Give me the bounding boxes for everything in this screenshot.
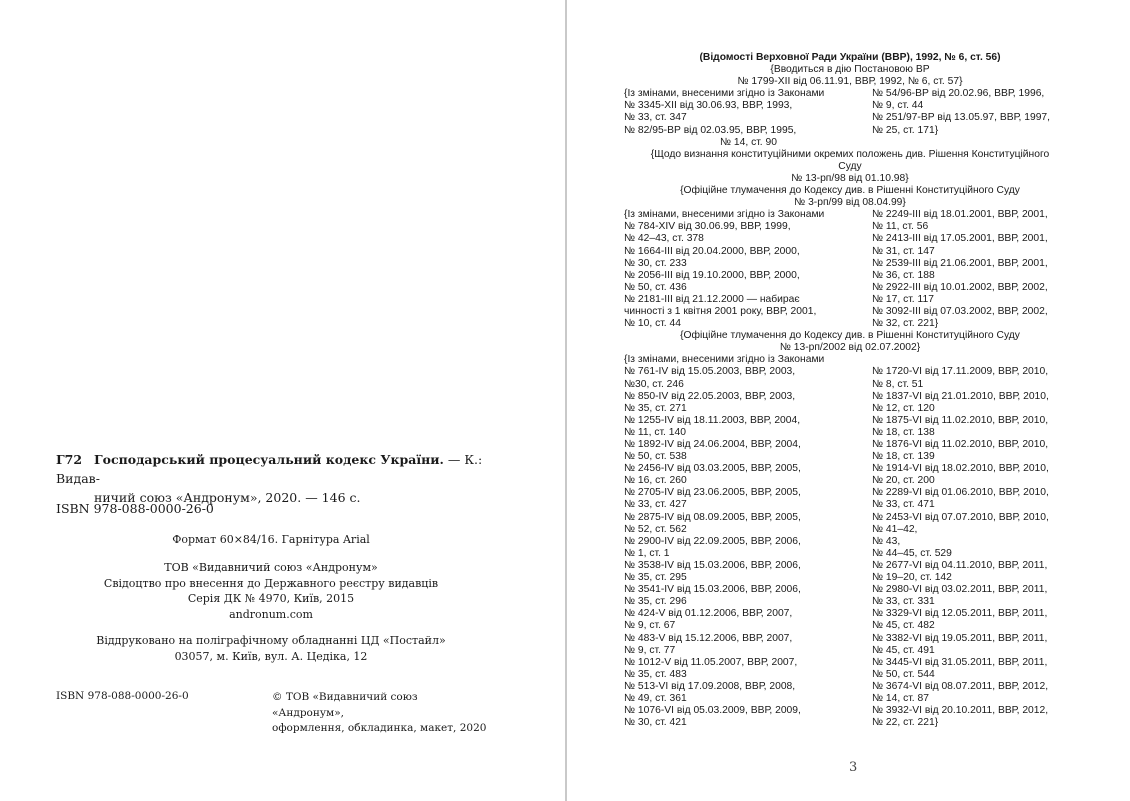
catalog-line-1 [56, 450, 496, 488]
catalog-code: Г72 [56, 452, 83, 467]
amendment-line: № 2900-IV від 22.09.2005, ВВР, 2006, [624, 535, 801, 547]
amendment-line: № 1837-VI від 21.01.2010, ВВР, 2010, [872, 390, 1049, 402]
amendment-line: № 20, ст. 200 [872, 475, 935, 487]
note-line: {Щодо визнання конституційними окремих положень див. Рішення Конституційного [650, 148, 1050, 160]
amendment-line: № 1076-VI від 05.03.2009, ВВР, 2009, [624, 705, 801, 717]
note-line: {Офіційне тлумачення до Кодексу див. в Рішенні Конституційного Суду [680, 185, 1020, 197]
copyright-line: оформлення, обкладинка, макет, 2020 [272, 722, 487, 734]
amendment-line: № 2922-III від 10.01.2002, ВВР, 2002, [872, 281, 1048, 293]
amendment-line: № 52, ст. 562 [624, 523, 687, 535]
copyright-block [272, 690, 492, 737]
printer-block [56, 633, 486, 664]
amendment-line: {Із змінами, внесеними згідно із Законами [624, 88, 825, 100]
amendment-line: № 251/97-ВР від 13.05.97, ВВР, 1997, [872, 112, 1051, 124]
amendment-column-right [872, 209, 1076, 330]
amendment-line: № 3541-IV від 15.03.2006, ВВР, 2006, [624, 584, 801, 596]
amendment-line: № 50, ст. 436 [624, 281, 687, 293]
amendment-line: № 2677-VI від 04.11.2010, ВВР, 2011, [872, 559, 1048, 571]
amendment-line: № 8, ст. 51 [872, 378, 924, 390]
amendment-column-left [624, 88, 872, 136]
isbn-main: ISBN 978-088-0000-26-0 [56, 501, 214, 516]
amendment-line: № 3345-XII від 30.06.93, ВВР, 1993, [624, 100, 793, 112]
amendment-line: № 1876-VI від 11.02.2010, ВВР, 2010, [872, 439, 1049, 450]
note-line: № 3-рп/99 від 08.04.99} [794, 197, 906, 209]
catalog-line-2: ничий союз «Андронум», 2020. — 146 с. [94, 490, 361, 505]
amendment-column-right [872, 354, 1076, 729]
amendment-line: № 31, ст. 147 [872, 245, 935, 257]
amendment-line: № 9, ст. 77 [624, 644, 676, 656]
amendment-line: № 49, ст. 361 [624, 692, 687, 704]
amendment-line: № 9, ст. 67 [624, 620, 676, 632]
amendment-line: № 45, ст. 491 [872, 644, 935, 656]
amendment-line: №30, ст. 246 [624, 378, 684, 390]
amendment-line: № 18, ст. 139 [872, 451, 935, 463]
amendment-line: № 2056-III від 19.10.2000, ВВР, 2000, [624, 269, 800, 281]
book-spine [565, 0, 567, 801]
amendment-line: № 33, ст. 331 [872, 596, 935, 608]
amendment-line: № 1255-IV від 18.11.2003, ВВР, 2004, [624, 414, 801, 426]
amendment-line: № 2181-III від 21.12.2000 — набирає [624, 293, 800, 305]
amendment-line: № 2453-VI від 07.07.2010, ВВР, 2010, [872, 511, 1049, 523]
amendment-line: № 1012-V від 11.05.2007, ВВР, 2007, [624, 656, 798, 668]
amendment-line: № 82/95-ВР від 02.03.95, ВВР, 1995, [624, 124, 797, 136]
printer-line: Віддруковано на поліграфічному обладнанні ЦД «Постайл» [96, 634, 446, 647]
catalog-title: Господарський процесуальний кодекс України. [94, 452, 444, 467]
amendment-line: № 9, ст. 44 [872, 100, 924, 112]
note-line: № 13-рп/2002 від 02.07.2002} [779, 342, 921, 354]
amendment-line: № 3445-VI від 31.05.2011, ВВР, 2011, [872, 656, 1048, 668]
amendment-block-3 [624, 354, 1076, 729]
amendment-line: № 25, ст. 171} [872, 124, 939, 136]
amendment-line: № 3538-IV від 15.03.2006, ВВР, 2006, [624, 559, 801, 571]
amendment-line: № 761-IV від 15.05.2003, ВВР, 2003, [624, 366, 796, 378]
amendment-line: № 32, ст. 221} [872, 318, 939, 330]
amendment-line: № 54/96-ВР від 20.02.96, ВВР, 1996, [872, 88, 1045, 100]
amendment-line: № 16, ст. 260 [624, 475, 687, 487]
note-line: Суду [838, 160, 862, 172]
note-line: {Офіційне тлумачення до Кодексу див. в Рішенні Конституційного Суду [680, 330, 1020, 342]
publisher-line: Свідоцтво про внесення до Державного реєстру видавців [103, 576, 439, 590]
isbn-footer: ISBN 978-088-0000-26-0 [56, 690, 189, 702]
publisher-line: ТОВ «Видавничий союз «Андронум» [164, 561, 378, 574]
amendment-line: № 19–20, ст. 142 [872, 572, 952, 584]
amendment-line: чинності з 1 квітня 2001 року, ВВР, 2001, [624, 305, 817, 317]
amendment-line: № 2249-III від 18.01.2001, ВВР, 2001, [872, 209, 1048, 221]
amendment-column-left [624, 209, 872, 330]
amendment-line: № 17, ст. 117 [872, 293, 934, 305]
amendment-line: № 22, ст. 221} [872, 717, 939, 729]
amendment-column-left [624, 354, 872, 729]
copyright-line: © ТОВ «Видавничий союз «Андронум», [272, 691, 418, 719]
right-page [568, 0, 1130, 801]
amendment-line: № 12, ст. 120 [872, 402, 935, 414]
amendment-line: № 424-V від 01.12.2006, ВВР, 2007, [624, 608, 793, 620]
amendment-line: № 14, ст. 90 [720, 136, 777, 148]
note-line: № 13-рп/98 від 01.10.98} [791, 172, 909, 184]
catalog-entry [56, 450, 496, 507]
amendment-line: № 43, [872, 535, 901, 547]
amendment-line: № 3932-VI від 20.10.2011, ВВР, 2012, [872, 705, 1049, 717]
amendment-block-2 [624, 209, 1076, 330]
amendment-line: № 2289-VI від 01.06.2010, ВВР, 2010, [872, 487, 1049, 499]
printer-address: 03057, м. Київ, вул. А. Цедіка, 12 [174, 649, 368, 663]
amendment-line: № 30, ст. 421 [624, 717, 687, 729]
amendment-line: № 1875-VI від 11.02.2010, ВВР, 2010, [872, 414, 1049, 426]
amendment-line: № 3329-VI від 12.05.2011, ВВР, 2011, [872, 608, 1048, 620]
amendment-column-right [872, 88, 1076, 136]
amendment-block-1 [624, 88, 1076, 136]
header-line: № 1799-XII від 06.11.91, ВВР, 1992, № 6, ст. 57} [737, 76, 963, 88]
amendment-line: {Із змінами, внесеними згідно із Законами [624, 209, 825, 221]
publisher-website: andronum.com [229, 607, 313, 621]
amendment-line: № 3382-VI від 19.05.2011, ВВР, 2011, [872, 632, 1048, 644]
amendment-line: № 850-IV від 22.05.2003, ВВР, 2003, [624, 390, 796, 402]
amendment-line: № 1664-III від 20.04.2000, ВВР, 2000, [624, 245, 800, 257]
amendment-line: № 35, ст. 295 [624, 572, 687, 584]
amendment-line: № 33, ст. 347 [624, 112, 687, 124]
publisher-block [56, 560, 486, 622]
amendment-line: № 10, ст. 44 [624, 318, 681, 330]
amendment-line: № 1914-VI від 18.02.2010, ВВР, 2010, [872, 463, 1049, 475]
amendment-line: № 35, ст. 483 [624, 668, 687, 680]
amendment-line: № 50, ст. 538 [624, 451, 687, 463]
amendment-line: № 33, ст. 427 [624, 499, 687, 511]
amendment-line: № 1892-IV від 24.06.2004, ВВР, 2004, [624, 439, 801, 450]
amendment-line: № 18, ст. 138 [872, 426, 935, 438]
amendment-line: № 42–43, ст. 378 [624, 233, 704, 245]
page-number: 3 [849, 760, 858, 775]
amendment-line: № 33, ст. 471 [872, 499, 935, 511]
amendment-line: № 11, ст. 56 [872, 221, 929, 233]
amendment-line: № 2413-III від 17.05.2001, ВВР, 2001, [872, 233, 1048, 245]
format-line: Формат 60×84/16. Гарнітура Arial [172, 533, 370, 546]
amendment-line: № 2456-IV від 03.03.2005, ВВР, 2005, [624, 463, 801, 475]
amendment-line: № 1, ст. 1 [624, 547, 670, 559]
amendments-list [624, 52, 1076, 729]
amendment-line: № 3092-III від 07.03.2002, ВВР, 2002, [872, 305, 1048, 317]
amendment-line: № 30, ст. 233 [624, 257, 687, 269]
catalog-rest: — К.: Видав- [56, 452, 483, 486]
amendment-line: {Із змінами, внесеними згідно із Законами [624, 354, 825, 366]
amendment-line: № 2539-III від 21.06.2001, ВВР, 2001, [872, 257, 1048, 269]
amendment-line: № 1720-VI від 17.11.2009, ВВР, 2010, [872, 366, 1049, 378]
amendment-line: № 2980-VI від 03.02.2011, ВВР, 2011, [872, 584, 1048, 596]
amendment-line: № 483-V від 15.12.2006, ВВР, 2007, [624, 632, 793, 644]
amendment-line: № 35, ст. 296 [624, 596, 687, 608]
amendment-line: № 50, ст. 544 [872, 668, 935, 680]
amendment-line: № 2705-IV від 23.06.2005, ВВР, 2005, [624, 487, 801, 499]
amendment-line: № 36, ст. 188 [872, 269, 935, 281]
amendment-line: № 14, ст. 87 [872, 692, 929, 704]
header-line: {Вводиться в дію Постановою ВР [770, 64, 930, 76]
amendment-line: № 513-VI від 17.09.2008, ВВР, 2008, [624, 680, 796, 692]
amendment-line: № 3674-VI від 08.07.2011, ВВР, 2012, [872, 680, 1049, 692]
amendment-line: № 44–45, ст. 529 [872, 547, 952, 559]
amendment-line: № 11, ст. 140 [624, 426, 686, 438]
amendment-line: № 2875-IV від 08.09.2005, ВВР, 2005, [624, 511, 801, 523]
amendment-line: № 35, ст. 271 [624, 402, 687, 414]
amendment-line: № 41–42, [872, 523, 918, 535]
source-header: (Відомості Верховної Ради України (ВВР), 1992, № 6, ст. 56) [699, 52, 1001, 63]
amendment-line: № 45, ст. 482 [872, 620, 935, 632]
publisher-line: Серія ДК № 4970, Київ, 2015 [187, 592, 355, 605]
amendment-line: № 784-XIV від 30.06.99, ВВР, 1999, [624, 221, 791, 233]
